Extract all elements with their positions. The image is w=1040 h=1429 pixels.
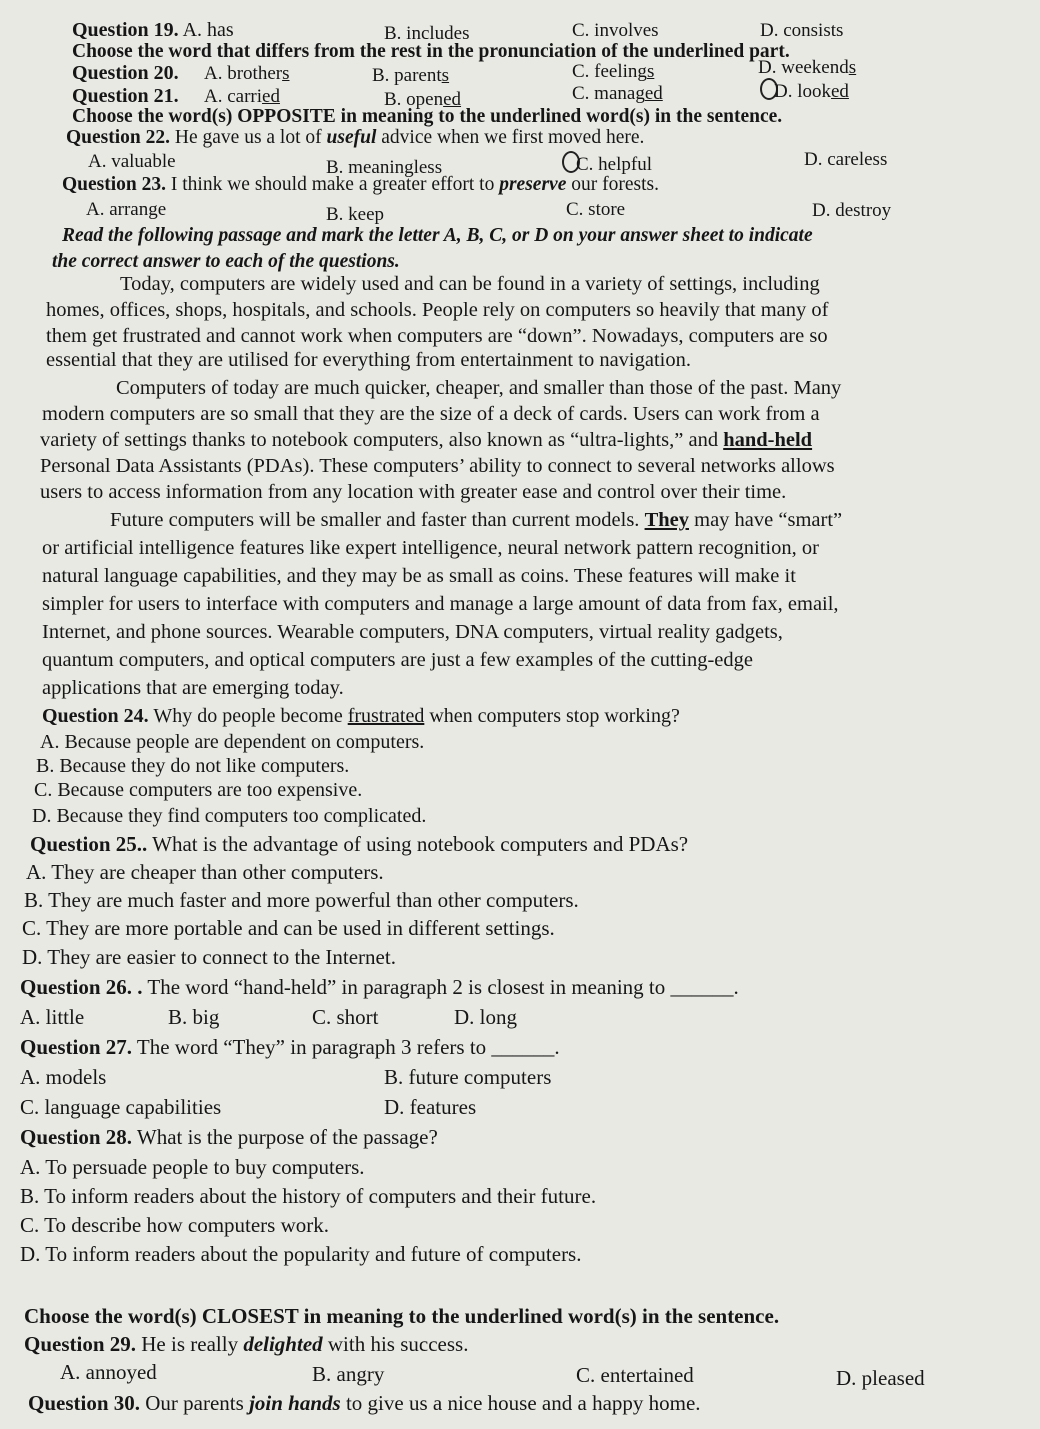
q19-option-c: C. involves — [572, 20, 659, 41]
question-26: Question 26. . The word “hand-held” in paragraph 2 is closest in meaning to ______. — [20, 975, 739, 999]
q21-option-d: D. looked — [760, 78, 849, 101]
passage-p2-line-5: users to access information from any location with greater ease and control over their time. — [40, 481, 787, 503]
q24-option-a: A. Because people are dependent on computers. — [40, 731, 425, 753]
question-20-label: Question 20. — [72, 62, 179, 84]
q19-option-d: D. consists — [760, 20, 844, 41]
q28-option-c: C. To describe how computers work. — [20, 1213, 330, 1237]
q27-option-b: B. future computers — [384, 1065, 552, 1089]
passage-p3-line-2: or artificial intelligence features like expert intelligence, neural network pattern recognition, or — [42, 537, 819, 559]
q22-option-b: B. meaningless — [326, 157, 443, 178]
q24-option-b: B. Because they do not like computers. — [36, 755, 350, 777]
q24-option-c: C. Because computers are too expensive. — [34, 779, 363, 801]
question-21-label: Question 21. — [72, 85, 179, 107]
passage-p2-line-2: modern computers are so small that they are the size of a deck of cards. Users can work from a — [42, 403, 820, 425]
passage-p1-line-2: homes, offices, shops, hospitals, and schools. People rely on computers so heavily that many of — [46, 299, 829, 321]
instruction-opposite: Choose the word(s) OPPOSITE in meaning to the underlined word(s) in the sentence. — [72, 106, 783, 127]
passage-p3-line-6: quantum computers, and optical computers are just a few examples of the cutting-edge — [42, 649, 754, 671]
q26-option-d: D. long — [454, 1005, 517, 1029]
q21-option-b: B. opened — [384, 89, 462, 110]
q26-option-c: C. short — [312, 1005, 379, 1029]
q21-option-a: A. carried — [204, 86, 280, 107]
q29-option-c: C. entertained — [576, 1363, 694, 1387]
q29-option-a: A. annoyed — [60, 1360, 157, 1384]
q25-option-c: C. They are more portable and can be used in different settings. — [22, 916, 555, 940]
q25-option-d: D. They are easier to connect to the Internet. — [22, 945, 396, 969]
q20-option-c: C. feelings — [572, 61, 655, 82]
q29-option-b: B. angry — [312, 1362, 385, 1386]
passage-p2-line-1: Computers of today are much quicker, cheaper, and smaller than those of the past. Many — [116, 377, 842, 399]
question-19: Question 19. A. has — [72, 19, 234, 41]
passage-p3-line-1: Future computers will be smaller and faster than current models. They may have “smart” — [110, 509, 843, 531]
question-28: Question 28. What is the purpose of the passage? — [20, 1125, 438, 1149]
q27-option-c: C. language capabilities — [20, 1095, 222, 1119]
question-23: Question 23. I think we should make a greater effort to preserve our forests. — [62, 174, 659, 195]
question-24: Question 24. Why do people become frustrated when computers stop working? — [42, 705, 680, 727]
q23-option-d: D. destroy — [812, 200, 892, 221]
question-29: Question 29. He is really delighted with his success. — [24, 1332, 469, 1356]
q27-option-a: A. models — [20, 1065, 107, 1089]
q19-option-b: B. includes — [384, 23, 470, 44]
passage-p2-line-4: Personal Data Assistants (PDAs). These computers’ ability to connect to several networks allows — [40, 455, 835, 477]
q20-option-a: A. brothers — [204, 63, 290, 84]
q28-option-a: A. To persuade people to buy computers. — [20, 1155, 365, 1179]
q24-option-d: D. Because they find computers too complicated. — [32, 805, 427, 827]
passage-p2-line-3: variety of settings thanks to notebook computers, also known as “ultra-lights,” and hand-held — [40, 429, 813, 451]
question-30: Question 30. Our parents join hands to give us a nice house and a happy home. — [28, 1391, 701, 1415]
passage-p3-line-5: Internet, and phone sources. Wearable computers, DNA computers, virtual reality gadgets, — [42, 621, 783, 643]
q21-option-c: C. managed — [572, 83, 663, 104]
q27-option-d: D. features — [384, 1095, 477, 1119]
q28-option-d: D. To inform readers about the popularity and future of computers. — [20, 1242, 582, 1266]
q23-option-b: B. keep — [326, 204, 385, 225]
q26-option-b: B. big — [168, 1005, 220, 1029]
question-22: Question 22. He gave us a lot of useful advice when we first moved here. — [66, 127, 645, 148]
q25-option-a: A. They are cheaper than other computers. — [26, 860, 384, 884]
instruction-pronunciation: Choose the word that differs from the rest in the pronunciation of the underlined part. — [72, 41, 790, 62]
question-25: Question 25.. What is the advantage of using notebook computers and PDAs? — [30, 832, 689, 856]
q20-option-b: B. parents — [372, 65, 450, 86]
passage-p1-line-1: Today, computers are widely used and can be found in a variety of settings, including — [120, 273, 820, 295]
instruction-reading-line-1: Read the following passage and mark the letter A, B, C, or D on your answer sheet to indicate — [62, 225, 813, 246]
passage-p3-line-3: natural language capabilities, and they may be as small as coins. These features will make it — [42, 565, 796, 587]
q23-option-c: C. store — [566, 199, 626, 220]
passage-p1-line-4: essential that they are utilised for everything from entertainment to navigation. — [46, 349, 691, 371]
q22-option-c: C. helpful — [562, 151, 652, 174]
q25-option-b: B. They are much faster and more powerful than other computers. — [24, 888, 579, 912]
q23-option-a: A. arrange — [86, 199, 167, 220]
q22-option-d: D. careless — [804, 149, 888, 170]
instruction-reading-line-2: the correct answer to each of the questions. — [52, 251, 400, 272]
q29-option-d: D. pleased — [836, 1366, 925, 1390]
passage-p1-line-3: them get frustrated and cannot work when computers are “down”. Nowadays, computers are so — [46, 325, 828, 347]
instruction-closest: Choose the word(s) CLOSEST in meaning to the underlined word(s) in the sentence. — [24, 1304, 780, 1328]
passage-p3-line-4: simpler for users to interface with computers and manage a large amount of data from fax, email, — [42, 593, 839, 615]
q22-option-a: A. valuable — [88, 151, 176, 172]
question-27: Question 27. The word “They” in paragraph 3 refers to ______. — [20, 1035, 560, 1059]
q26-option-a: A. little — [20, 1005, 85, 1029]
passage-p3-line-7: applications that are emerging today. — [42, 677, 344, 699]
q20-option-d: D. weekends — [758, 57, 857, 78]
q28-option-b: B. To inform readers about the history of computers and their future. — [20, 1184, 597, 1208]
